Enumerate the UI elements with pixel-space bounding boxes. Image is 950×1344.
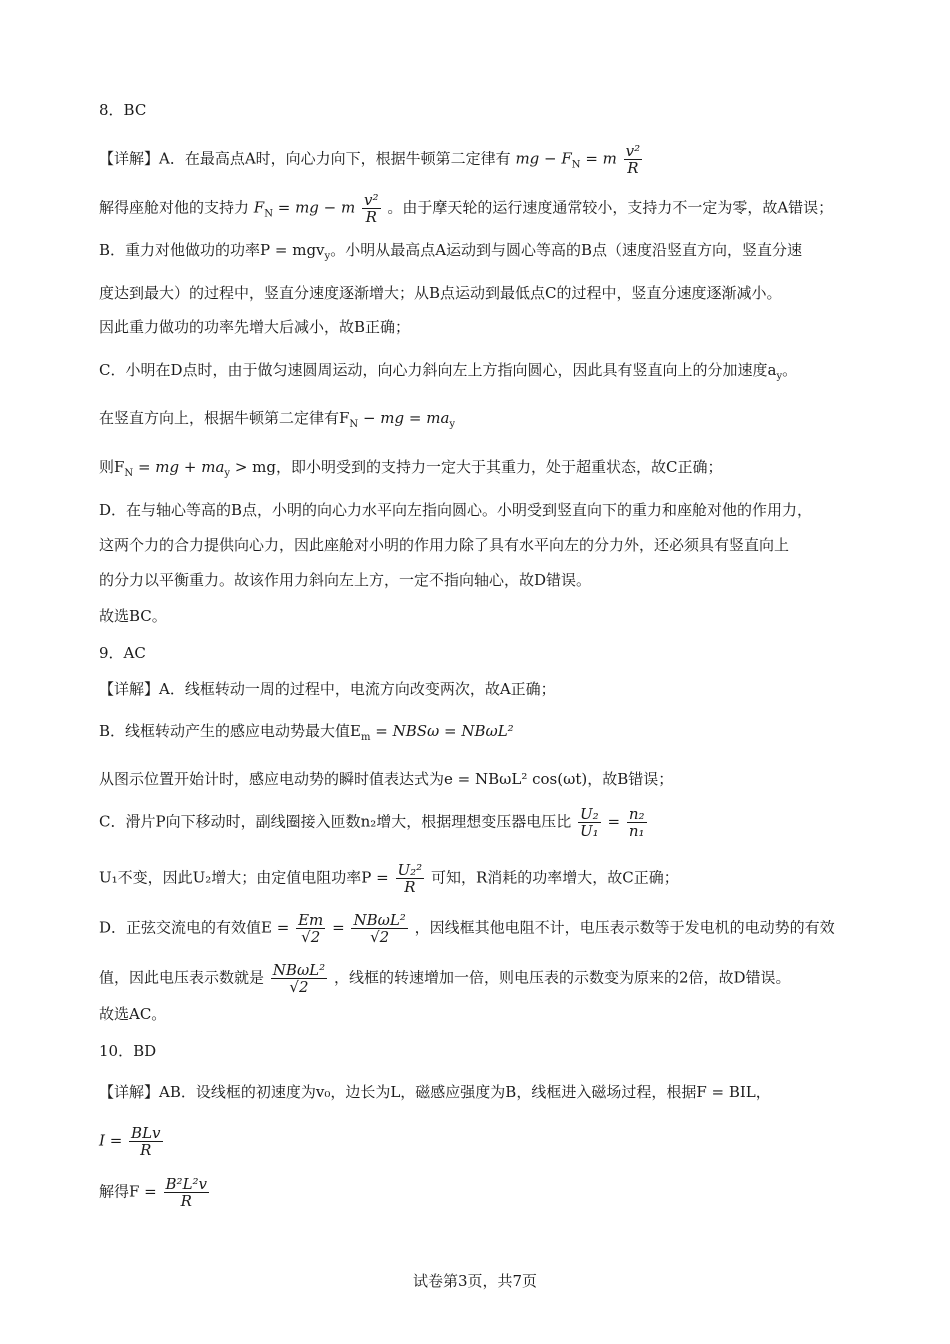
- q8-conclusion: 故选BC。: [99, 607, 167, 625]
- q8-part-a-result: 解得座舱对他的支持力 $F_N$ = mg − m $\frac{\text{v²}}{R}$ 。由于摩天轮的运行速度通常较小，支持力不一定为零，故A错误；: [99, 191, 834, 226]
- q9-part-c-line2: U₁不变，因此U₂增大；由定值电阻功率P = $\frac{\text{U₂²}}{R}$ 可知，R消耗的功率增大，故C正确；: [99, 861, 679, 896]
- q8-part-b-line3: 因此重力做功的功率先增大后减小，故B正确；: [99, 318, 411, 336]
- q10-answer: 10．BD: [99, 1042, 157, 1060]
- q10-part-ab-line3: 解得F = $\frac{\text{B²L²v}}{R}$: [99, 1175, 208, 1210]
- fraction-em-over-sqrt2: $\frac{Em}{√2}$: [298, 911, 324, 946]
- q9-part-b-line2: 从图示位置开始计时，感应电动势的瞬时值表达式为e = NBωL² cos(ωt)，故B错误；: [99, 770, 674, 788]
- fraction-u2-over-u1: $\frac{\text{U₂}}{\text{U₁}}$: [580, 805, 599, 840]
- q9-conclusion: 故选AC。: [99, 1005, 167, 1023]
- page-footer: 试卷第3页，共7页: [412, 1272, 538, 1290]
- q10-part-ab-line2: I = $\frac{\text{BLv}}{R}$: [99, 1124, 161, 1159]
- q8-part-d-line1: D．在与轴心等高的B点，小明的向心力水平向左指向圆心。小明受到竖直向下的重力和座舱对他的作用力，: [99, 501, 813, 519]
- q9-part-c-line1: C．滑片P向下移动时，副线圈接入匝数n₂增大，根据理想变压器电压比 $\frac{\text{U₂}}{\text{U₁}}$ = $\frac{\text{n₂}}{\text{n₁}}$: [99, 805, 645, 840]
- fraction-v2-over-r-2: $\frac{\text{v²}}{R}$: [364, 191, 379, 226]
- fraction-n2-over-n1: $\frac{\text{n₂}}{\text{n₁}}$: [628, 805, 645, 840]
- q9-part-d-line2: 值，因此电压表示数就是 $\frac{\text{NBωL²}}{√2}$ ，线框的转速增加一倍，则电压表的示数变为原来的2倍，故D错误。: [99, 961, 791, 996]
- q8-part-c-line2: 在竖直方向上，根据牛顿第二定律有$F_N$ − mg = $ma_y$: [99, 409, 456, 430]
- q9-answer: 9．AC: [99, 644, 146, 662]
- fraction-blv-over-r: $\frac{\text{BLv}}{R}$: [131, 1124, 161, 1159]
- q8-answer: 8．BC: [99, 101, 147, 119]
- fraction-nbwl2-over-sqrt2-2: $\frac{\text{NBωL²}}{√2}$: [272, 961, 326, 996]
- fraction-b2l2v-over-r: $\frac{\text{B²L²v}}{R}$: [165, 1175, 208, 1210]
- q9-part-d-line1: D．正弦交流电的有效值E = $\frac{Em}{√2}$ = $\frac{\text{NBωL²}}{√2}$ ，因线框其他电阻不计，电压表示数等于发电机的电动势的有效: [99, 911, 835, 946]
- q8-part-a: 【详解】A．在最高点A时，向心力向下，根据牛顿第二定律有 mg − $F_N = m$ $\frac{\text{v²}}{R}$: [99, 142, 641, 177]
- q8-part-d-line3: 的分力以平衡重力。故该作用力斜向左上方，一定不指向轴心，故D错误。: [99, 571, 592, 589]
- q9-part-b-line1: B．线框转动产生的感应电动势最大值$E_m = NBS\omega = NB\omega L^2$: [99, 722, 514, 743]
- q9-part-a: 【详解】A．线框转动一周的过程中，电流方向改变两次，故A正确；: [99, 680, 556, 698]
- q8-part-d-line2: 这两个力的合力提供向心力，因此座舱对小明的作用力除了具有水平向左的分力外，还必须具有竖直向上: [99, 536, 790, 554]
- fraction-u2sq-over-r: $\frac{\text{U₂²}}{R}$: [397, 861, 423, 896]
- q8-part-c-line1: C．小明在D点时，由于做匀速圆周运动，向心力斜向左上方指向圆心，因此具有竖直向上的分加速度$a_y$。: [99, 361, 798, 382]
- q8-part-c-line3: 则$F_N$ = mg + $ma_y$ > mg，即小明受到的支持力一定大于其重力，处于超重状态，故C正确；: [99, 458, 723, 479]
- q10-part-ab-line1: 【详解】AB．设线框的初速度为v₀，边长为L，磁感应强度为B，线框进入磁场过程，根据F = BIL，: [99, 1083, 771, 1101]
- fraction-v2-over-r: $\frac{\text{v²}}{R}$: [625, 142, 641, 177]
- fraction-nbwl2-over-sqrt2: $\frac{\text{NBωL²}}{√2}$: [353, 911, 406, 946]
- q8-part-b-line1: B．重力对他做功的功率P = mgv$_y$。小明从最高点A运动到与圆心等高的B点（速度沿竖直方向，竖直分速: [99, 241, 803, 262]
- q8-part-b-line2: 度达到最大）的过程中，竖直分速度逐渐增大；从B点运动到最低点C的过程中，竖直分速度逐渐减小。: [99, 284, 782, 302]
